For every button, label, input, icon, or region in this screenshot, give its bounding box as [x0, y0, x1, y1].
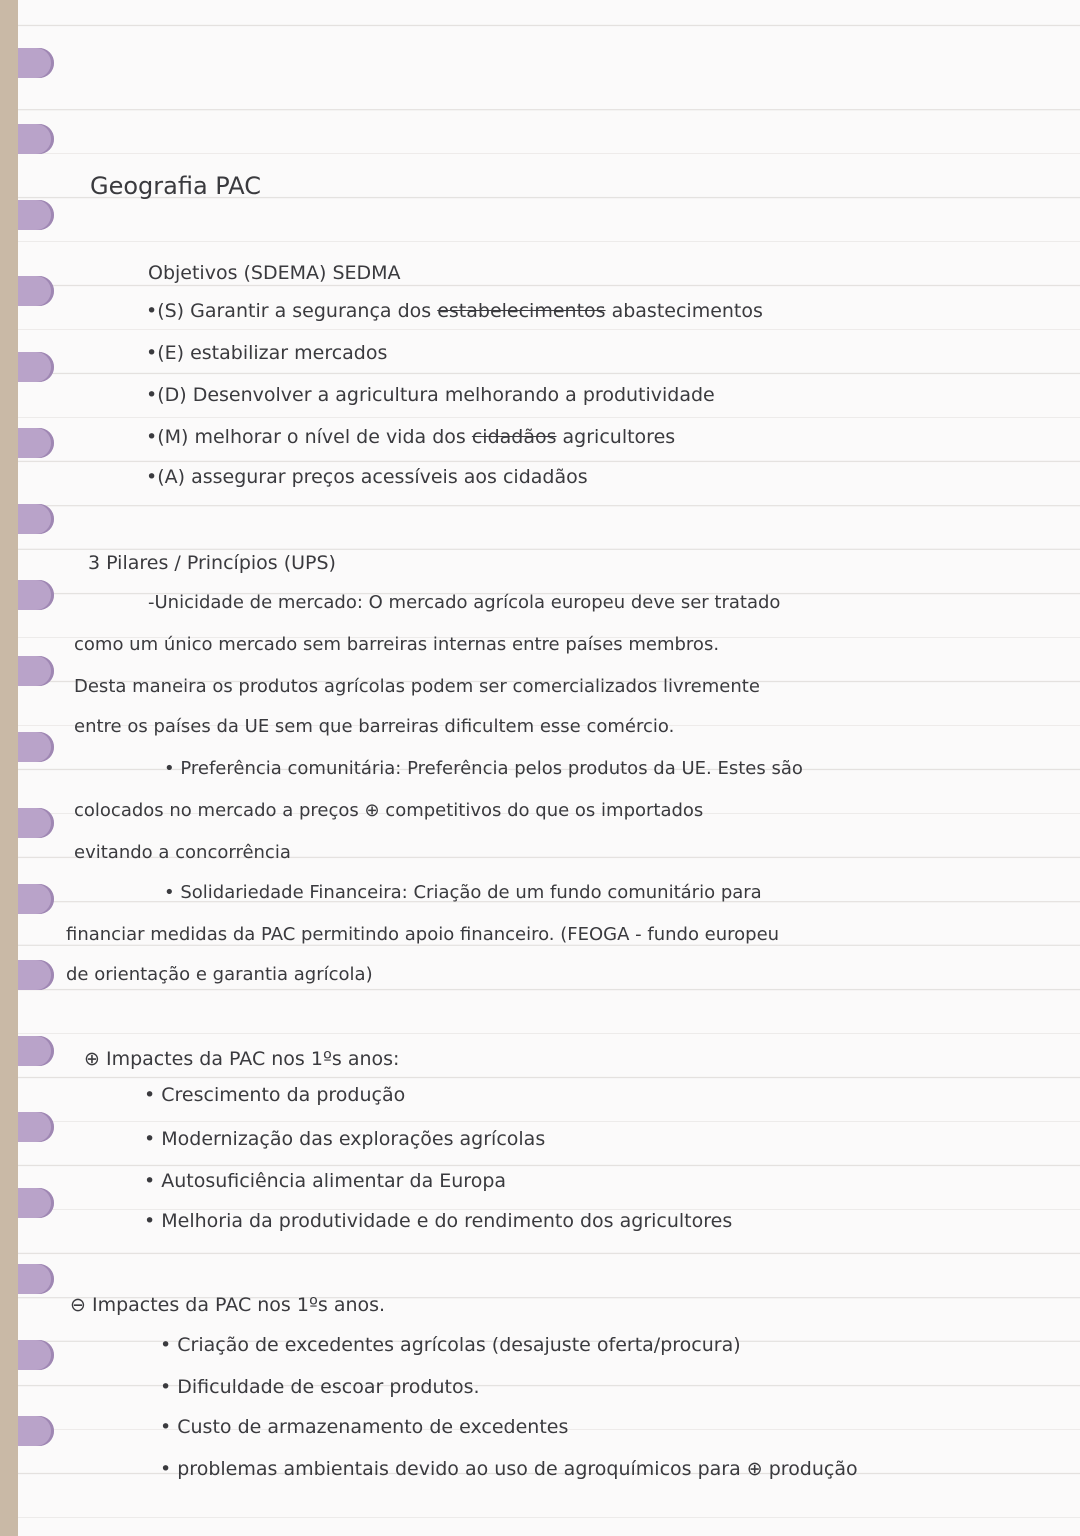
pillar-line: de orientação e garantia agrícola) [66, 964, 373, 985]
objectives-heading: Objetivos (SDEMA) SEDMA [148, 262, 401, 284]
pillar-line: colocados no mercado a preços ⊕ competitivos do que os importados [74, 800, 704, 821]
binder-ring [18, 48, 54, 78]
pillar-line: -Unicidade de mercado: O mercado agrícola europeu deve ser tratado [148, 592, 781, 613]
binder-ring [18, 580, 54, 610]
page-title: Geografia PAC [90, 172, 261, 200]
binder-ring [18, 732, 54, 762]
binder-ring [18, 960, 54, 990]
objective-item: •(D) Desenvolver a agricultura melhorando a produtividade [146, 384, 715, 406]
binder-ring [18, 1264, 54, 1294]
positive-impact-item: • Modernização das explorações agrícolas [144, 1128, 546, 1150]
binder-ring [18, 1188, 54, 1218]
binder-ring [18, 352, 54, 382]
pillar-line: entre os países da UE sem que barreiras dificultem esse comércio. [74, 716, 675, 737]
pillars-heading: 3 Pilares / Princípios (UPS) [88, 552, 336, 574]
binder-ring [18, 884, 54, 914]
objective-item: •(E) estabilizar mercados [146, 342, 388, 364]
binder-ring [18, 276, 54, 306]
binder-ring [18, 200, 54, 230]
negative-impact-item: • problemas ambientais devido ao uso de agroquímicos para ⊕ produção [160, 1458, 858, 1480]
binder-ring [18, 1112, 54, 1142]
pillar-line: evitando a concorrência [74, 842, 291, 863]
binder-ring [18, 1036, 54, 1066]
binder-ring [18, 656, 54, 686]
objective-item: •(M) melhorar o nível de vida dos cidadãos agricultores [146, 426, 676, 448]
positive-impact-item: • Autosuficiência alimentar da Europa [144, 1170, 507, 1192]
binder-ring [18, 428, 54, 458]
binder-ring [18, 1416, 54, 1446]
binder-ring [18, 1340, 54, 1370]
negative-impact-item: • Dificuldade de escoar produtos. [160, 1376, 480, 1398]
objective-item: •(S) Garantir a segurança dos estabelecimentos abastecimentos [146, 300, 763, 322]
positive-impact-item: • Melhoria da produtividade e do rendimento dos agricultores [144, 1210, 733, 1232]
negative-impact-item: • Criação de excedentes agrícolas (desajuste oferta/procura) [160, 1334, 741, 1356]
pillar-line: • Preferência comunitária: Preferência pelos produtos da UE. Estes são [164, 758, 803, 779]
binder-ring [18, 808, 54, 838]
positive-impact-item: • Crescimento da produção [144, 1084, 406, 1106]
pillar-line: financiar medidas da PAC permitindo apoio financeiro. (FEOGA - fundo europeu [66, 924, 780, 945]
positive-impacts-heading: ⊕ Impactes da PAC nos 1ºs anos: [84, 1048, 400, 1070]
pillar-line: Desta maneira os produtos agrícolas podem ser comercializados livremente [74, 676, 760, 697]
objective-item: •(A) assegurar preços acessíveis aos cidadãos [146, 466, 588, 488]
pillar-line: • Solidariedade Financeira: Criação de um fundo comunitário para [164, 882, 762, 903]
binder-ring [18, 124, 54, 154]
negative-impacts-heading: ⊖ Impactes da PAC nos 1ºs anos. [70, 1294, 386, 1316]
negative-impact-item: • Custo de armazenamento de excedentes [160, 1416, 569, 1438]
binder-ring [18, 504, 54, 534]
pillar-line: como um único mercado sem barreiras internas entre países membros. [74, 634, 720, 655]
